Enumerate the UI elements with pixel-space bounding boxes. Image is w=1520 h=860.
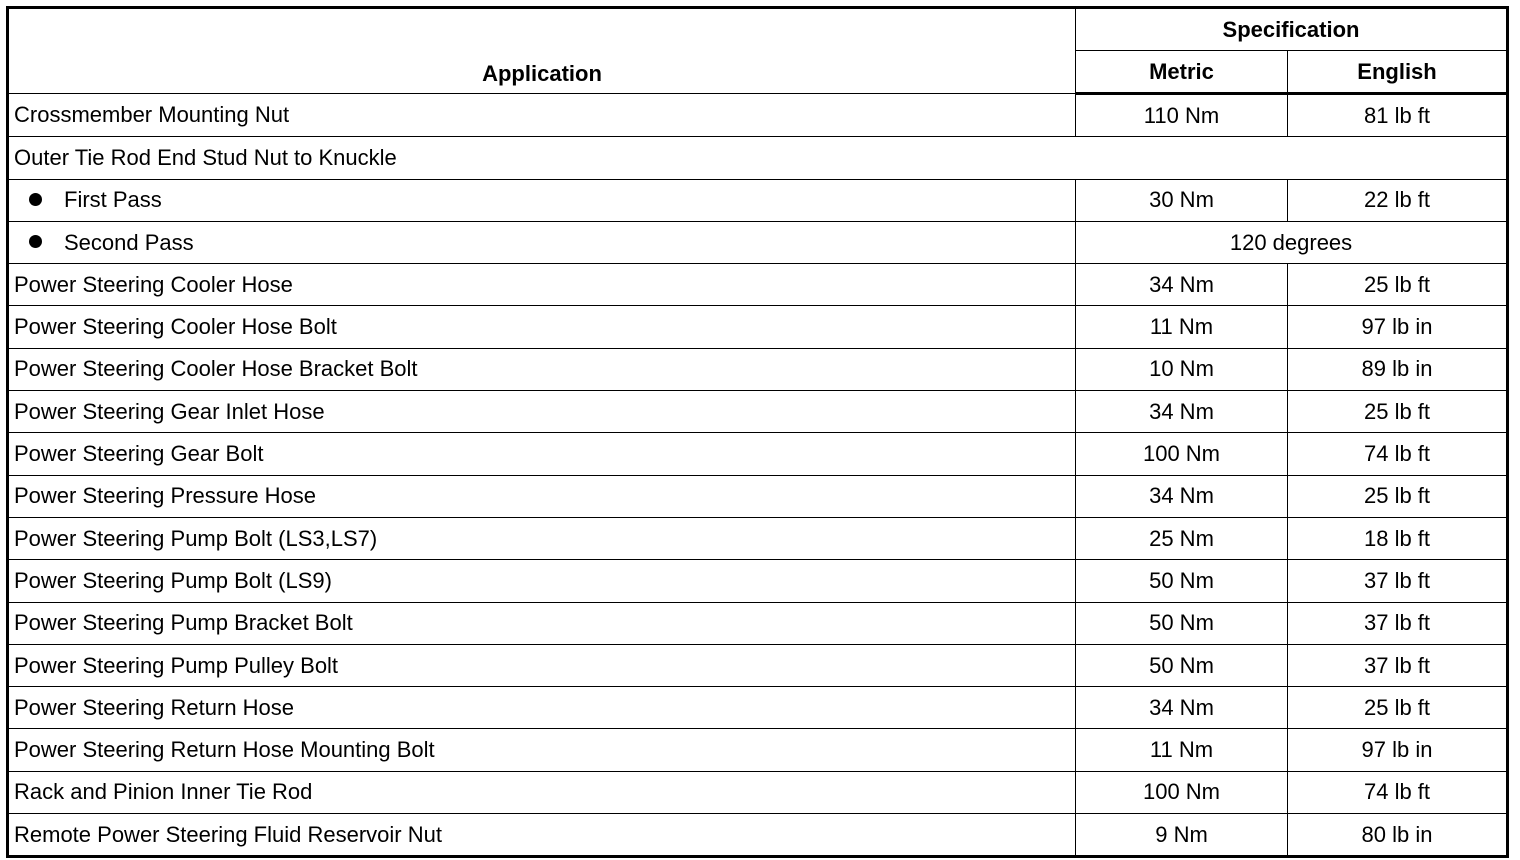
application-text: Second Pass (64, 229, 194, 255)
application-cell (8, 221, 1076, 263)
application-cell: Power Steering Cooler Hose Bracket Bolt (8, 348, 1076, 390)
english-cell: 97 lb in (1288, 729, 1508, 771)
metric-cell: 110 Nm (1076, 94, 1288, 137)
metric-cell: 100 Nm (1076, 771, 1288, 813)
table-row (8, 729, 1508, 771)
metric-cell: 25 Nm (1076, 517, 1288, 559)
metric-column-header: Metric (1076, 51, 1288, 94)
application-cell: Power Steering Pump Bolt (LS3,LS7) (8, 517, 1076, 559)
table-row (8, 644, 1508, 686)
english-cell: 37 lb ft (1288, 602, 1508, 644)
application-text: First Pass (64, 187, 162, 213)
english-cell: 25 lb ft (1288, 687, 1508, 729)
metric-cell: 9 Nm (1076, 814, 1288, 857)
application-column-header: Application (8, 8, 1076, 94)
english-cell: 81 lb ft (1288, 94, 1508, 137)
metric-cell: 50 Nm (1076, 644, 1288, 686)
metric-cell: 100 Nm (1076, 433, 1288, 475)
metric-cell: 11 Nm (1076, 306, 1288, 348)
application-cell: Power Steering Pump Pulley Bolt (8, 644, 1076, 686)
english-cell: 18 lb ft (1288, 517, 1508, 559)
application-cell: Power Steering Cooler Hose (8, 264, 1076, 306)
english-cell: 97 lb in (1288, 306, 1508, 348)
table-row (8, 771, 1508, 813)
table-row (8, 560, 1508, 602)
english-cell: 25 lb ft (1288, 475, 1508, 517)
metric-cell: 34 Nm (1076, 264, 1288, 306)
table-row (8, 179, 1508, 221)
table-row (8, 602, 1508, 644)
specification-cell: 120 degrees (1076, 221, 1508, 263)
english-column-header: English (1288, 51, 1508, 94)
application-cell: Power Steering Pump Bracket Bolt (8, 602, 1076, 644)
application-cell (8, 179, 1076, 221)
application-cell: Power Steering Pressure Hose (8, 475, 1076, 517)
table-row (8, 221, 1508, 263)
application-cell: Power Steering Cooler Hose Bolt (8, 306, 1076, 348)
fastener-spec-table (6, 6, 1509, 858)
table-body (8, 94, 1508, 857)
table-row (8, 94, 1508, 137)
application-cell: Crossmember Mounting Nut (8, 94, 1076, 137)
english-cell: 37 lb ft (1288, 644, 1508, 686)
table-row (8, 687, 1508, 729)
english-cell: 22 lb ft (1288, 179, 1508, 221)
application-group-cell: Outer Tie Rod End Stud Nut to Knuckle (8, 137, 1508, 179)
metric-cell: 34 Nm (1076, 475, 1288, 517)
metric-cell: 30 Nm (1076, 179, 1288, 221)
table-row (8, 814, 1508, 857)
application-cell: Power Steering Return Hose (8, 687, 1076, 729)
application-cell: Remote Power Steering Fluid Reservoir Nut (8, 814, 1076, 857)
metric-cell: 10 Nm (1076, 348, 1288, 390)
table-row (8, 264, 1508, 306)
english-cell: 74 lb ft (1288, 771, 1508, 813)
metric-cell: 11 Nm (1076, 729, 1288, 771)
english-cell: 25 lb ft (1288, 264, 1508, 306)
application-cell: Power Steering Gear Inlet Hose (8, 391, 1076, 433)
metric-cell: 50 Nm (1076, 602, 1288, 644)
metric-cell: 50 Nm (1076, 560, 1288, 602)
table-row (8, 433, 1508, 475)
table-row (8, 306, 1508, 348)
application-cell: Power Steering Gear Bolt (8, 433, 1076, 475)
bullet-icon (29, 235, 42, 248)
english-cell: 80 lb in (1288, 814, 1508, 857)
english-cell: 25 lb ft (1288, 391, 1508, 433)
table-row (8, 391, 1508, 433)
metric-cell: 34 Nm (1076, 687, 1288, 729)
table-header (8, 8, 1508, 94)
english-cell: 37 lb ft (1288, 560, 1508, 602)
table-row (8, 348, 1508, 390)
application-cell: Power Steering Return Hose Mounting Bolt (8, 729, 1076, 771)
header-row-top (8, 8, 1508, 51)
table-row (8, 475, 1508, 517)
english-cell: 74 lb ft (1288, 433, 1508, 475)
table-row (8, 517, 1508, 559)
table-row (8, 137, 1508, 179)
metric-cell: 34 Nm (1076, 391, 1288, 433)
application-cell: Power Steering Pump Bolt (LS9) (8, 560, 1076, 602)
english-cell: 89 lb in (1288, 348, 1508, 390)
specification-column-header: Specification (1076, 8, 1508, 51)
application-cell: Rack and Pinion Inner Tie Rod (8, 771, 1076, 813)
bullet-icon (29, 193, 42, 206)
